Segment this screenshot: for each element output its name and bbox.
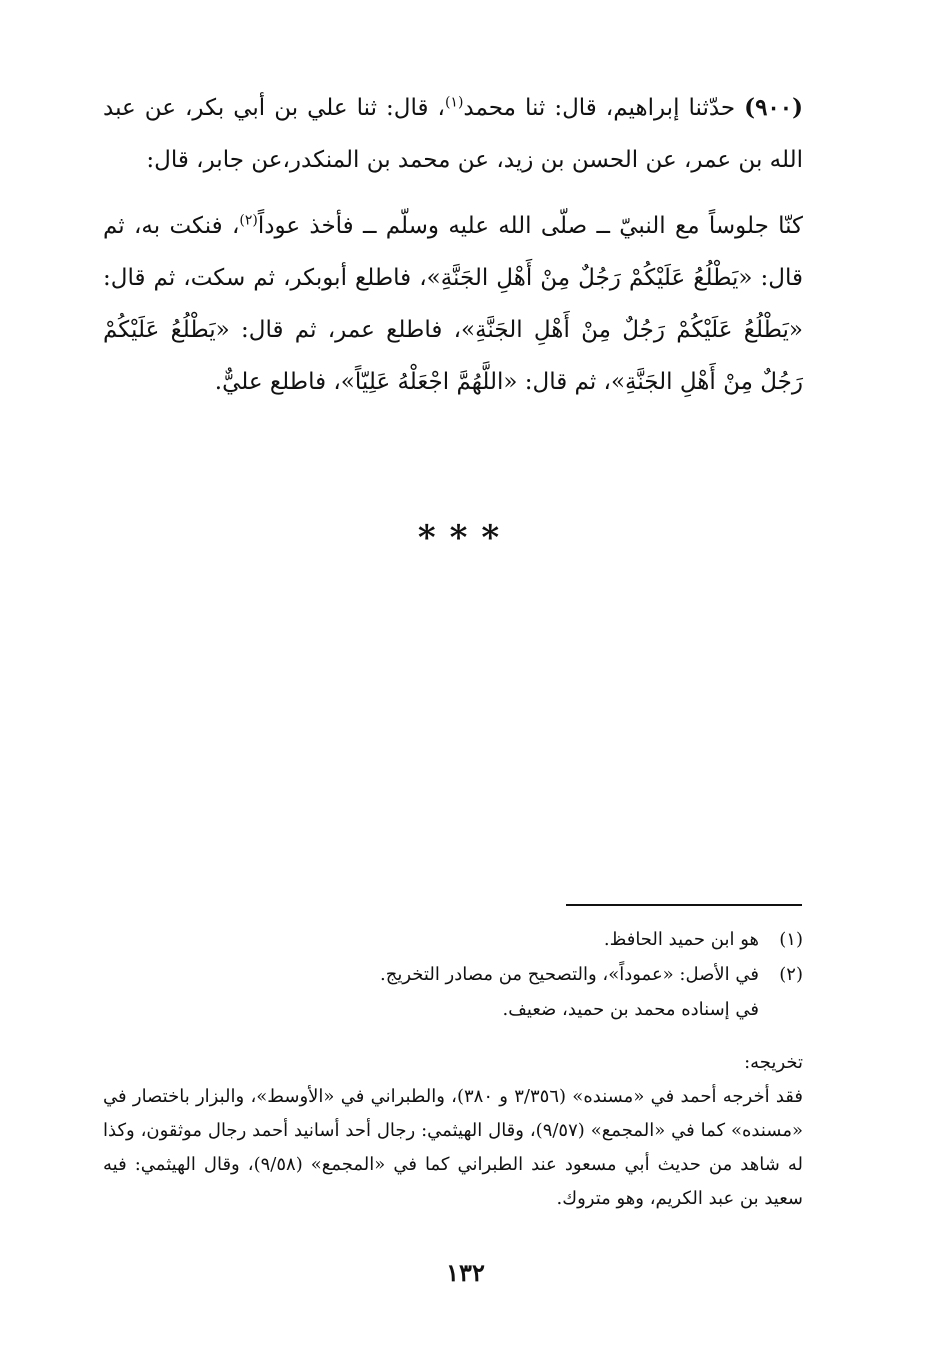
footnote-ref-1: (١) [444,94,464,111]
footnote-divider [566,904,802,906]
footnote-text: هو ابن حميد الحافظ. [603,929,759,950]
isnad-text-start: حدّثنا إبراهيم، قال: ثنا محمد [463,95,736,121]
isnad-text-end: ، قال: ثنا علي بن أبي بكر، عن عبد الله بن عمر، عن الحسن بن زيد، عن محمد بن المنكدر،عن جابر، قال: [103,95,803,173]
takhrij-section [103,1046,803,1216]
footnote-text: في الأصل: «عموداً»، والتصحيح من مصادر التخريج. [380,964,759,985]
section-separator: *** [417,518,514,558]
hadith-number: (٩٠٠) [744,94,804,121]
hadith-isnad [103,82,803,186]
footnote-ref-2: (٢) [239,212,258,229]
hadith-matn [103,200,803,408]
matn-text-end: ، فنكت به، ثم قال: «يَطْلُعُ عَلَيْكُمْ رَجُلٌ مِنْ أَهْلِ الجَنَّةِ»، فاطلع أبوبكر، ثم سكت، ثم قال: «يَطْلُعُ عَلَيْكُمْ رَجُلٌ مِنْ أَهْلِ الجَنَّةِ»، فاطلع عمر، ثم قال: «يَطْلُعُ عَلَيْكُمْ رَجُلٌ مِنْ أَهْلِ الجَنَّةِ»، ثم قال: «اللَّهُمَّ اجْعَلْهُ عَلِيّاً»، فاطلع عليٌّ. [103,213,803,395]
footnotes [103,922,803,1027]
footnote-item [103,957,803,992]
footnote-continuation: في إسناده محمد بن حميد، ضعيف. [502,999,759,1020]
matn-text-start: كنّا جلوساً مع النبيّ ــ صلّى الله عليه وسلّم ــ فأخذ عوداً [257,213,803,239]
takhrij-heading: تخريجه: [744,1052,803,1073]
hadith-text [103,82,803,408]
footnote-number: (٢) [779,964,803,985]
page-number: ١٣٢ [446,1258,485,1287]
footnote-item [103,922,803,957]
takhrij-body: فقد أخرجه أحمد في «مسنده» (٣/٣٥٦ و ٣٨٠)، والطبراني في «الأوسط»، والبزار باختصار في «مسنده» كما في «المجمع» (٩/٥٧)، وقال الهيثمي: رجال أحد أسانيد أحمد رجال موثقون، وكذا له شاهد من حديث أبي مسعود عند الطبراني كما في «المجمع» (٩/٥٨)، وقال الهيثمي: فيه سعيد بن عبد الكريم، وهو متروك. [103,1086,803,1209]
footnote-number: (١) [779,929,803,950]
